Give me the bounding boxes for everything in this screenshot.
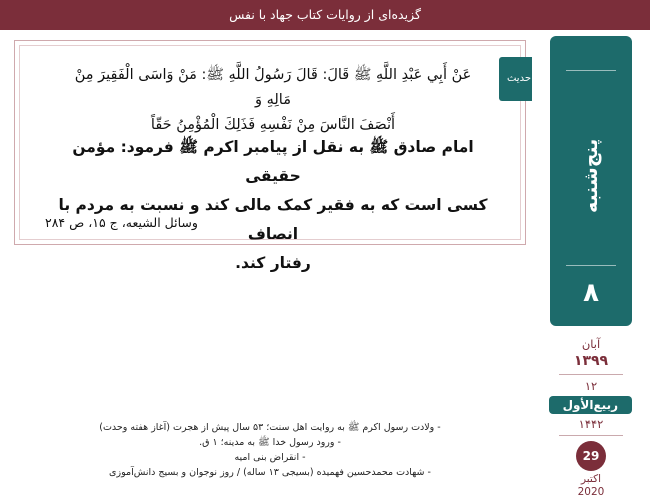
gregorian-day-badge: 29 <box>576 441 606 471</box>
page-title: گزیده‌ای از روایات کتاب جهاد با نفس <box>229 7 421 22</box>
gregorian-year: 2020 <box>577 486 605 498</box>
shamsi-month: آبان <box>581 337 601 351</box>
hadith-source-reference: وسائل الشیعه، ج ۱۵، ص ۲۸۴ <box>45 215 198 230</box>
day-number: ۸ <box>583 278 599 308</box>
header-bar <box>0 0 650 30</box>
weekday-label: پنج‌شنبه <box>580 138 602 214</box>
list-item: - ولادت رسول اکرم ﷺ به روایت اهل سنت؛ ۵۳ سال پیش از هجرت (آغاز هفته وحدت) <box>99 422 441 433</box>
qamari-year: ۱۴۴۲ <box>578 417 604 431</box>
arabic-line-2: أَنْصَفَ النَّاسَ مِنْ نَفْسِهِ فَذَلِكَ الْمُؤْمِنُ حَقّاً <box>150 117 396 133</box>
arabic-hadith-text <box>63 63 483 138</box>
list-item: - ورود رسول خدا ﷺ به مدینه؛ ۱ ق. <box>199 437 341 448</box>
date-divider-1 <box>559 374 623 375</box>
card-corner-bottom-right <box>503 222 526 245</box>
shamsi-year: ۱۳۹۹ <box>573 353 609 369</box>
weekday-panel-divider-top <box>566 70 616 71</box>
persian-line-3: رفتار کند. <box>235 254 311 272</box>
date-sidebar <box>532 30 650 498</box>
card-corner-top-left <box>14 40 37 63</box>
events-list <box>20 420 520 480</box>
date-divider-2 <box>559 435 623 436</box>
arabic-line-1: عَنْ أَبِي عَبْدِ اللَّهِ ﷺ قَالَ: قَالَ رَسُولُ اللَّهِ ﷺ: مَنْ وَاسَى الْفَقِيرَ مِنْ مَالِهِ وَ <box>74 67 472 108</box>
hadith-card <box>14 40 532 272</box>
weekday-panel-divider-bottom <box>566 265 616 266</box>
qamari-month: ربیع‌الأول <box>549 396 632 414</box>
qamari-day: ۱۲ <box>584 379 598 393</box>
card-corner-bottom-left <box>14 222 37 245</box>
gregorian-month: اکتبر <box>580 473 602 485</box>
hadith-badge: حدیث <box>499 57 539 101</box>
date-stack <box>550 336 632 499</box>
persian-translation-text <box>49 133 497 278</box>
persian-line-1: امام صادق ﷺ به نقل از پیامبر اکرم ﷺ فرمود: مؤمن حقیقی <box>72 138 474 185</box>
persian-line-2: کسی است که به فقیر کمک مالی کند و نسبت به مردم با انصاف <box>58 196 488 243</box>
list-item: - شهادت محمدحسین فهمیده (بسیجی ۱۳ ساله) / روز نوجوان و بسیج دانش‌آموزی <box>109 467 431 478</box>
weekday-panel <box>550 36 632 326</box>
list-item: - انقراض بنی امیه <box>234 452 306 463</box>
